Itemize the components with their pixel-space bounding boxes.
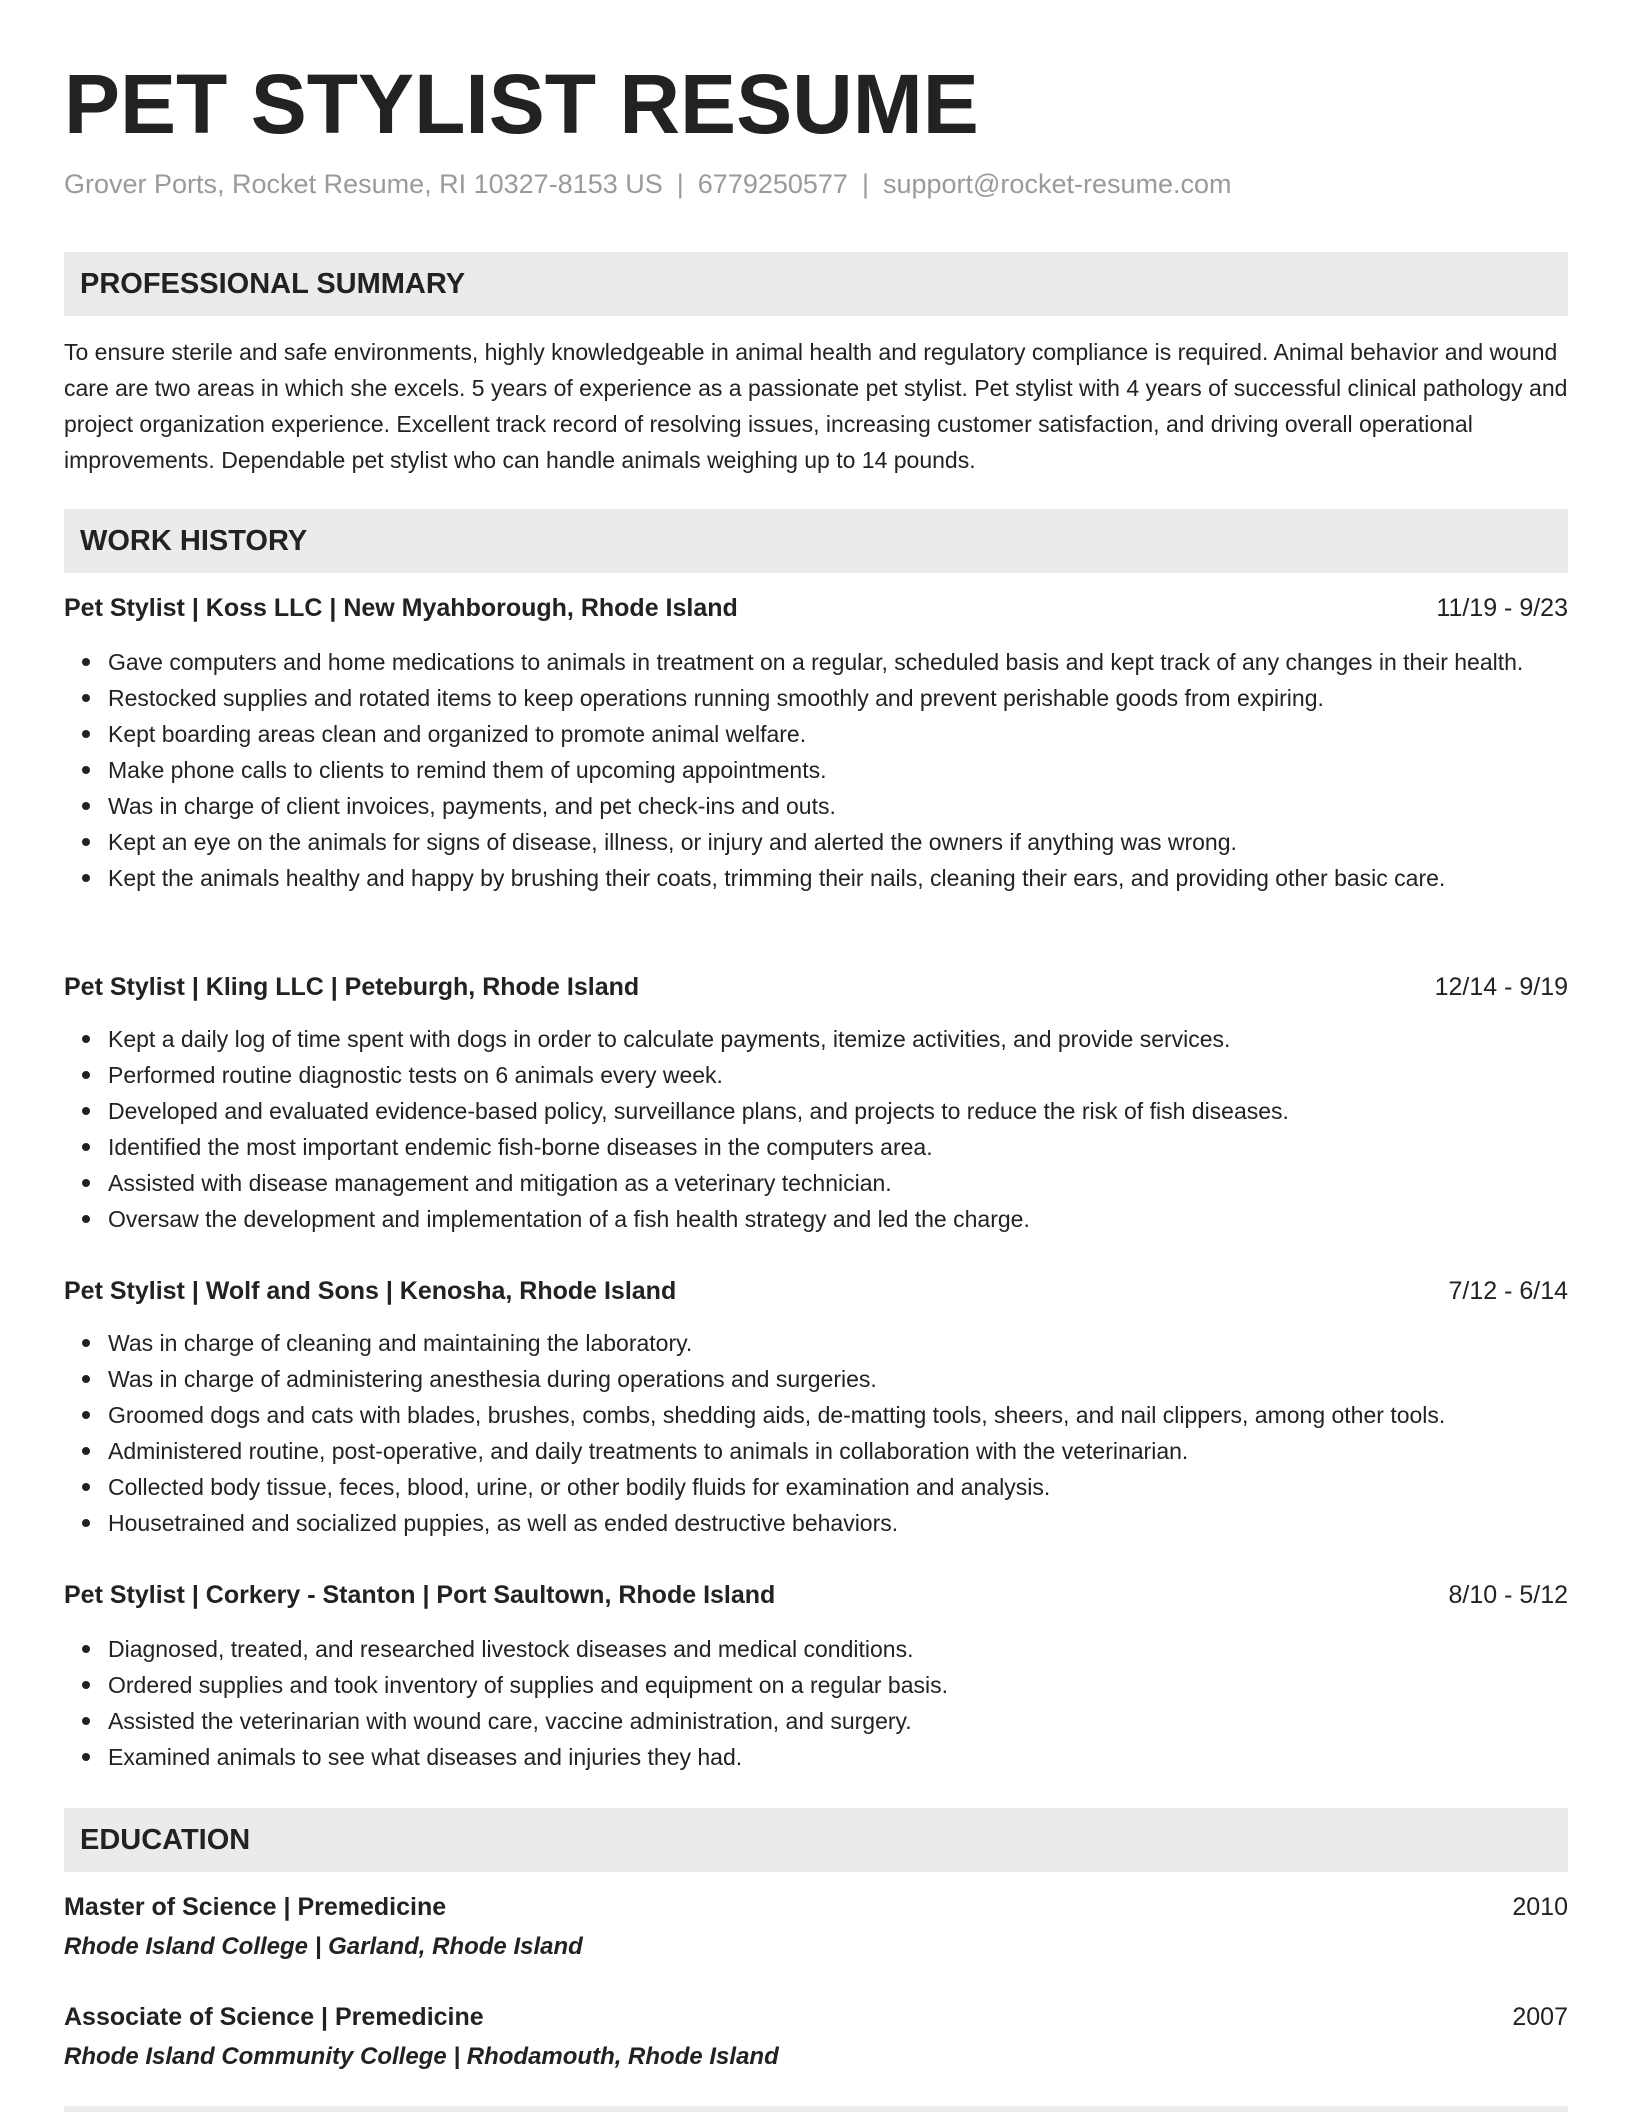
job-bullet: Was in charge of administering anesthesia during operations and surgeries.	[108, 1361, 1568, 1397]
contact-address: Grover Ports, Rocket Resume, RI 10327-8153 US	[64, 169, 663, 199]
job-title: Pet Stylist | Wolf and Sons | Kenosha, Rhode Island	[64, 1277, 677, 1305]
job-bullet: Examined animals to see what diseases and injuries they had.	[108, 1739, 1568, 1775]
job-bullet: Assisted the veterinarian with wound care, vaccine administration, and surgery.	[108, 1703, 1568, 1739]
job-bullet: Kept boarding areas clean and organized to promote animal welfare.	[108, 716, 1568, 752]
contact-separator: |	[861, 169, 869, 199]
job-bullet: Oversaw the development and implementation of a fish health strategy and led the charge.	[108, 1201, 1568, 1237]
job-title: Pet Stylist | Kling LLC | Peteburgh, Rhode Island	[64, 973, 640, 1001]
job-dates: 11/19 - 9/23	[1436, 594, 1568, 622]
job-dates: 7/12 - 6/14	[1448, 1277, 1568, 1305]
job-dates: 12/14 - 9/19	[1434, 973, 1568, 1001]
education-degree: Associate of Science | Premedicine	[64, 2003, 484, 2031]
job-header	[64, 1273, 1568, 1309]
job-entry	[64, 1577, 1568, 1775]
section-heading-summary: PROFESSIONAL SUMMARY	[64, 252, 1568, 316]
job-bullet: Make phone calls to clients to remind them of upcoming appointments.	[108, 752, 1568, 788]
job-bullets	[64, 1325, 1568, 1541]
education-school: Rhode Island Community College | Rhodamouth, Rhode Island	[64, 2043, 779, 2070]
job-bullet: Kept an eye on the animals for signs of disease, illness, or injury and alerted the owners if anything was wrong.	[108, 824, 1568, 860]
job-entry	[64, 590, 1568, 896]
job-dates: 8/10 - 5/12	[1448, 1581, 1568, 1609]
education-year: 2007	[1512, 2003, 1568, 2031]
job-bullet: Was in charge of client invoices, payments, and pet check-ins and outs.	[108, 788, 1568, 824]
education-header	[64, 1997, 1568, 2037]
job-bullets	[64, 1021, 1568, 1237]
education-degree: Master of Science | Premedicine	[64, 1893, 447, 1921]
job-bullets	[64, 644, 1568, 896]
job-header	[64, 969, 1568, 1005]
job-bullet: Restocked supplies and rotated items to keep operations running smoothly and prevent perishable goods from expiring.	[108, 680, 1568, 716]
job-title: Pet Stylist | Corkery - Stanton | Port Saultown, Rhode Island	[64, 1581, 776, 1609]
job-bullet: Groomed dogs and cats with blades, brushes, combs, shedding aids, de-matting tools, sheers, and nail clippers, among other tools.	[108, 1397, 1568, 1433]
job-bullet: Was in charge of cleaning and maintaining the laboratory.	[108, 1325, 1568, 1361]
section-heading-education: EDUCATION	[64, 1808, 1568, 1872]
job-bullet: Assisted with disease management and mitigation as a veterinary technician.	[108, 1165, 1568, 1201]
education-year: 2010	[1512, 1893, 1568, 1921]
education-header	[64, 1887, 1568, 1927]
job-header	[64, 1577, 1568, 1613]
resume-title: PET STYLIST RESUME	[64, 57, 979, 151]
bottom-divider	[64, 2106, 1568, 2112]
job-bullet: Kept a daily log of time spent with dogs in order to calculate payments, itemize activities, and provide services.	[108, 1021, 1568, 1057]
job-title: Pet Stylist | Koss LLC | New Myahborough, Rhode Island	[64, 594, 738, 622]
job-entry	[64, 969, 1568, 1237]
job-entry	[64, 1273, 1568, 1541]
job-bullet: Diagnosed, treated, and researched livestock diseases and medical conditions.	[108, 1631, 1568, 1667]
section-heading-work-history: WORK HISTORY	[64, 509, 1568, 573]
contact-separator: |	[676, 169, 684, 199]
contact-line	[64, 166, 1232, 202]
summary-text: To ensure sterile and safe environments, highly knowledgeable in animal health and regulatory compliance is required. Animal behavior and wound care are two areas in which she excels. 5 years of experience as a passionate pet stylist. Pet stylist with 4 years of successful clinical pathology and project organization experience. Excellent track record of resolving issues, increasing customer satisfaction, and driving overall operational improvements. Dependable pet stylist who can handle animals weighing up to 14 pounds.	[64, 339, 1568, 473]
job-bullet: Kept the animals healthy and happy by brushing their coats, trimming their nails, cleaning their ears, and providing other basic care.	[108, 860, 1568, 896]
education-entry	[64, 1997, 1568, 2077]
job-bullet: Ordered supplies and took inventory of supplies and equipment on a regular basis.	[108, 1667, 1568, 1703]
job-bullets	[64, 1631, 1568, 1775]
job-header	[64, 590, 1568, 626]
job-bullet: Gave computers and home medications to animals in treatment on a regular, scheduled basis and kept track of any changes in their health.	[108, 644, 1568, 680]
job-bullet: Administered routine, post-operative, and daily treatments to animals in collaboration with the veterinarian.	[108, 1433, 1568, 1469]
contact-phone: 6779250577	[697, 169, 848, 199]
job-bullet: Collected body tissue, feces, blood, urine, or other bodily fluids for examination and analysis.	[108, 1469, 1568, 1505]
education-school: Rhode Island College | Garland, Rhode Island	[64, 1933, 583, 1960]
contact-email: support@rocket-resume.com	[882, 169, 1232, 199]
job-bullet: Developed and evaluated evidence-based policy, surveillance plans, and projects to reduce the risk of fish diseases.	[108, 1093, 1568, 1129]
job-bullet: Identified the most important endemic fish-borne diseases in the computers area.	[108, 1129, 1568, 1165]
job-bullet: Housetrained and socialized puppies, as well as ended destructive behaviors.	[108, 1505, 1568, 1541]
education-entry	[64, 1887, 1568, 1967]
job-bullet: Performed routine diagnostic tests on 6 animals every week.	[108, 1057, 1568, 1093]
